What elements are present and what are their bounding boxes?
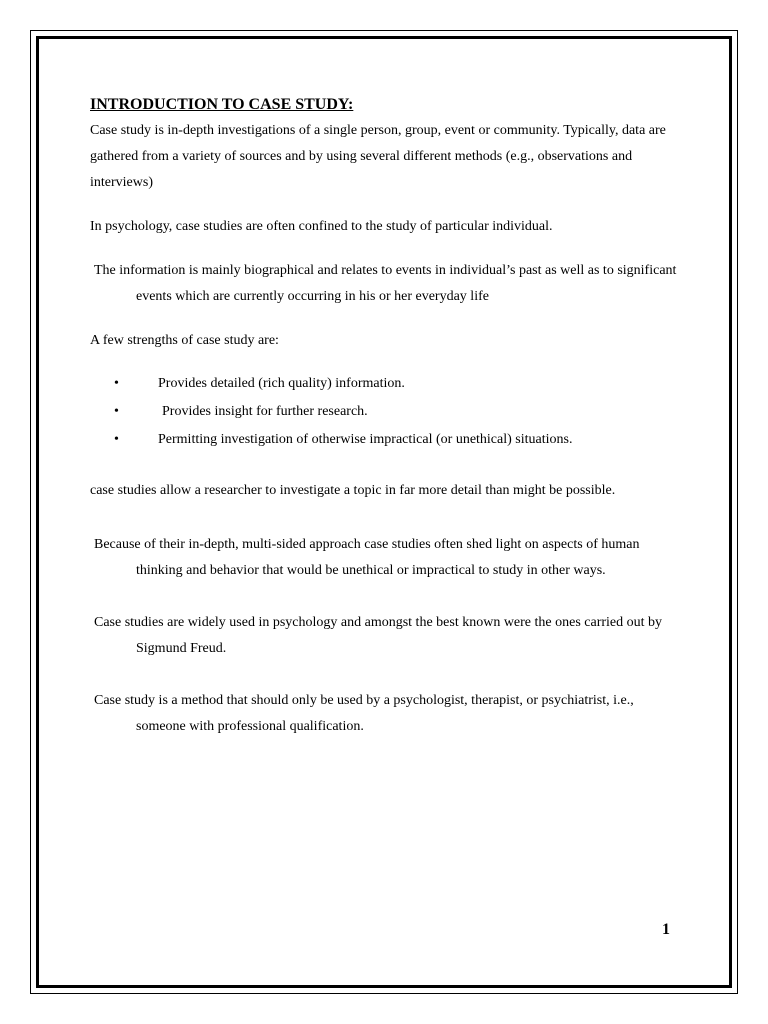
paragraph-in-depth: Because of their in-depth, multi-sided approach case studies often shed light on aspects of human thinking and behavior that would be unethical or impractical to study in other ways.: [94, 537, 640, 578]
document-body: [90, 92, 680, 740]
page-number: 1: [662, 921, 670, 938]
bullet-icon: •: [114, 376, 119, 391]
list-item: [90, 426, 680, 454]
paragraph-professional: Case study is a method that should only be used by a psychologist, therapist, or psychiatrist, i.e., someone with professional qualification.: [94, 693, 634, 734]
paragraph-intro: Case study is in-depth investigations of a single person, group, event or community. Typically, data are gathered from a variety of sources and by using several different methods (e.g., observations and interviews): [90, 123, 666, 190]
document-heading: INTRODUCTION TO CASE STUDY:: [90, 96, 354, 113]
paragraph-biographical: The information is mainly biographical and relates to events in individual’s past as well as to significant events which are currently occurring in his or her everyday life: [94, 263, 677, 304]
paragraph-freud: Case studies are widely used in psychology and amongst the best known were the ones carried out by Sigmund Freud.: [94, 615, 663, 656]
paragraph-strengths-intro: A few strengths of case study are:: [90, 333, 279, 348]
bullet-icon: •: [114, 404, 119, 419]
strengths-list: [90, 370, 680, 454]
list-item-text: Provides insight for further research.: [162, 404, 368, 419]
list-item: [90, 398, 680, 426]
bullet-icon: •: [114, 432, 119, 447]
list-item-text: Provides detailed (rich quality) information.: [158, 376, 405, 391]
list-item: [90, 370, 680, 398]
paragraph-psychology: In psychology, case studies are often confined to the study of particular individual.: [90, 219, 553, 234]
paragraph-detail: case studies allow a researcher to investigate a topic in far more detail than might be possible.: [90, 483, 616, 498]
list-item-text: Permitting investigation of otherwise impractical (or unethical) situations.: [158, 432, 573, 447]
